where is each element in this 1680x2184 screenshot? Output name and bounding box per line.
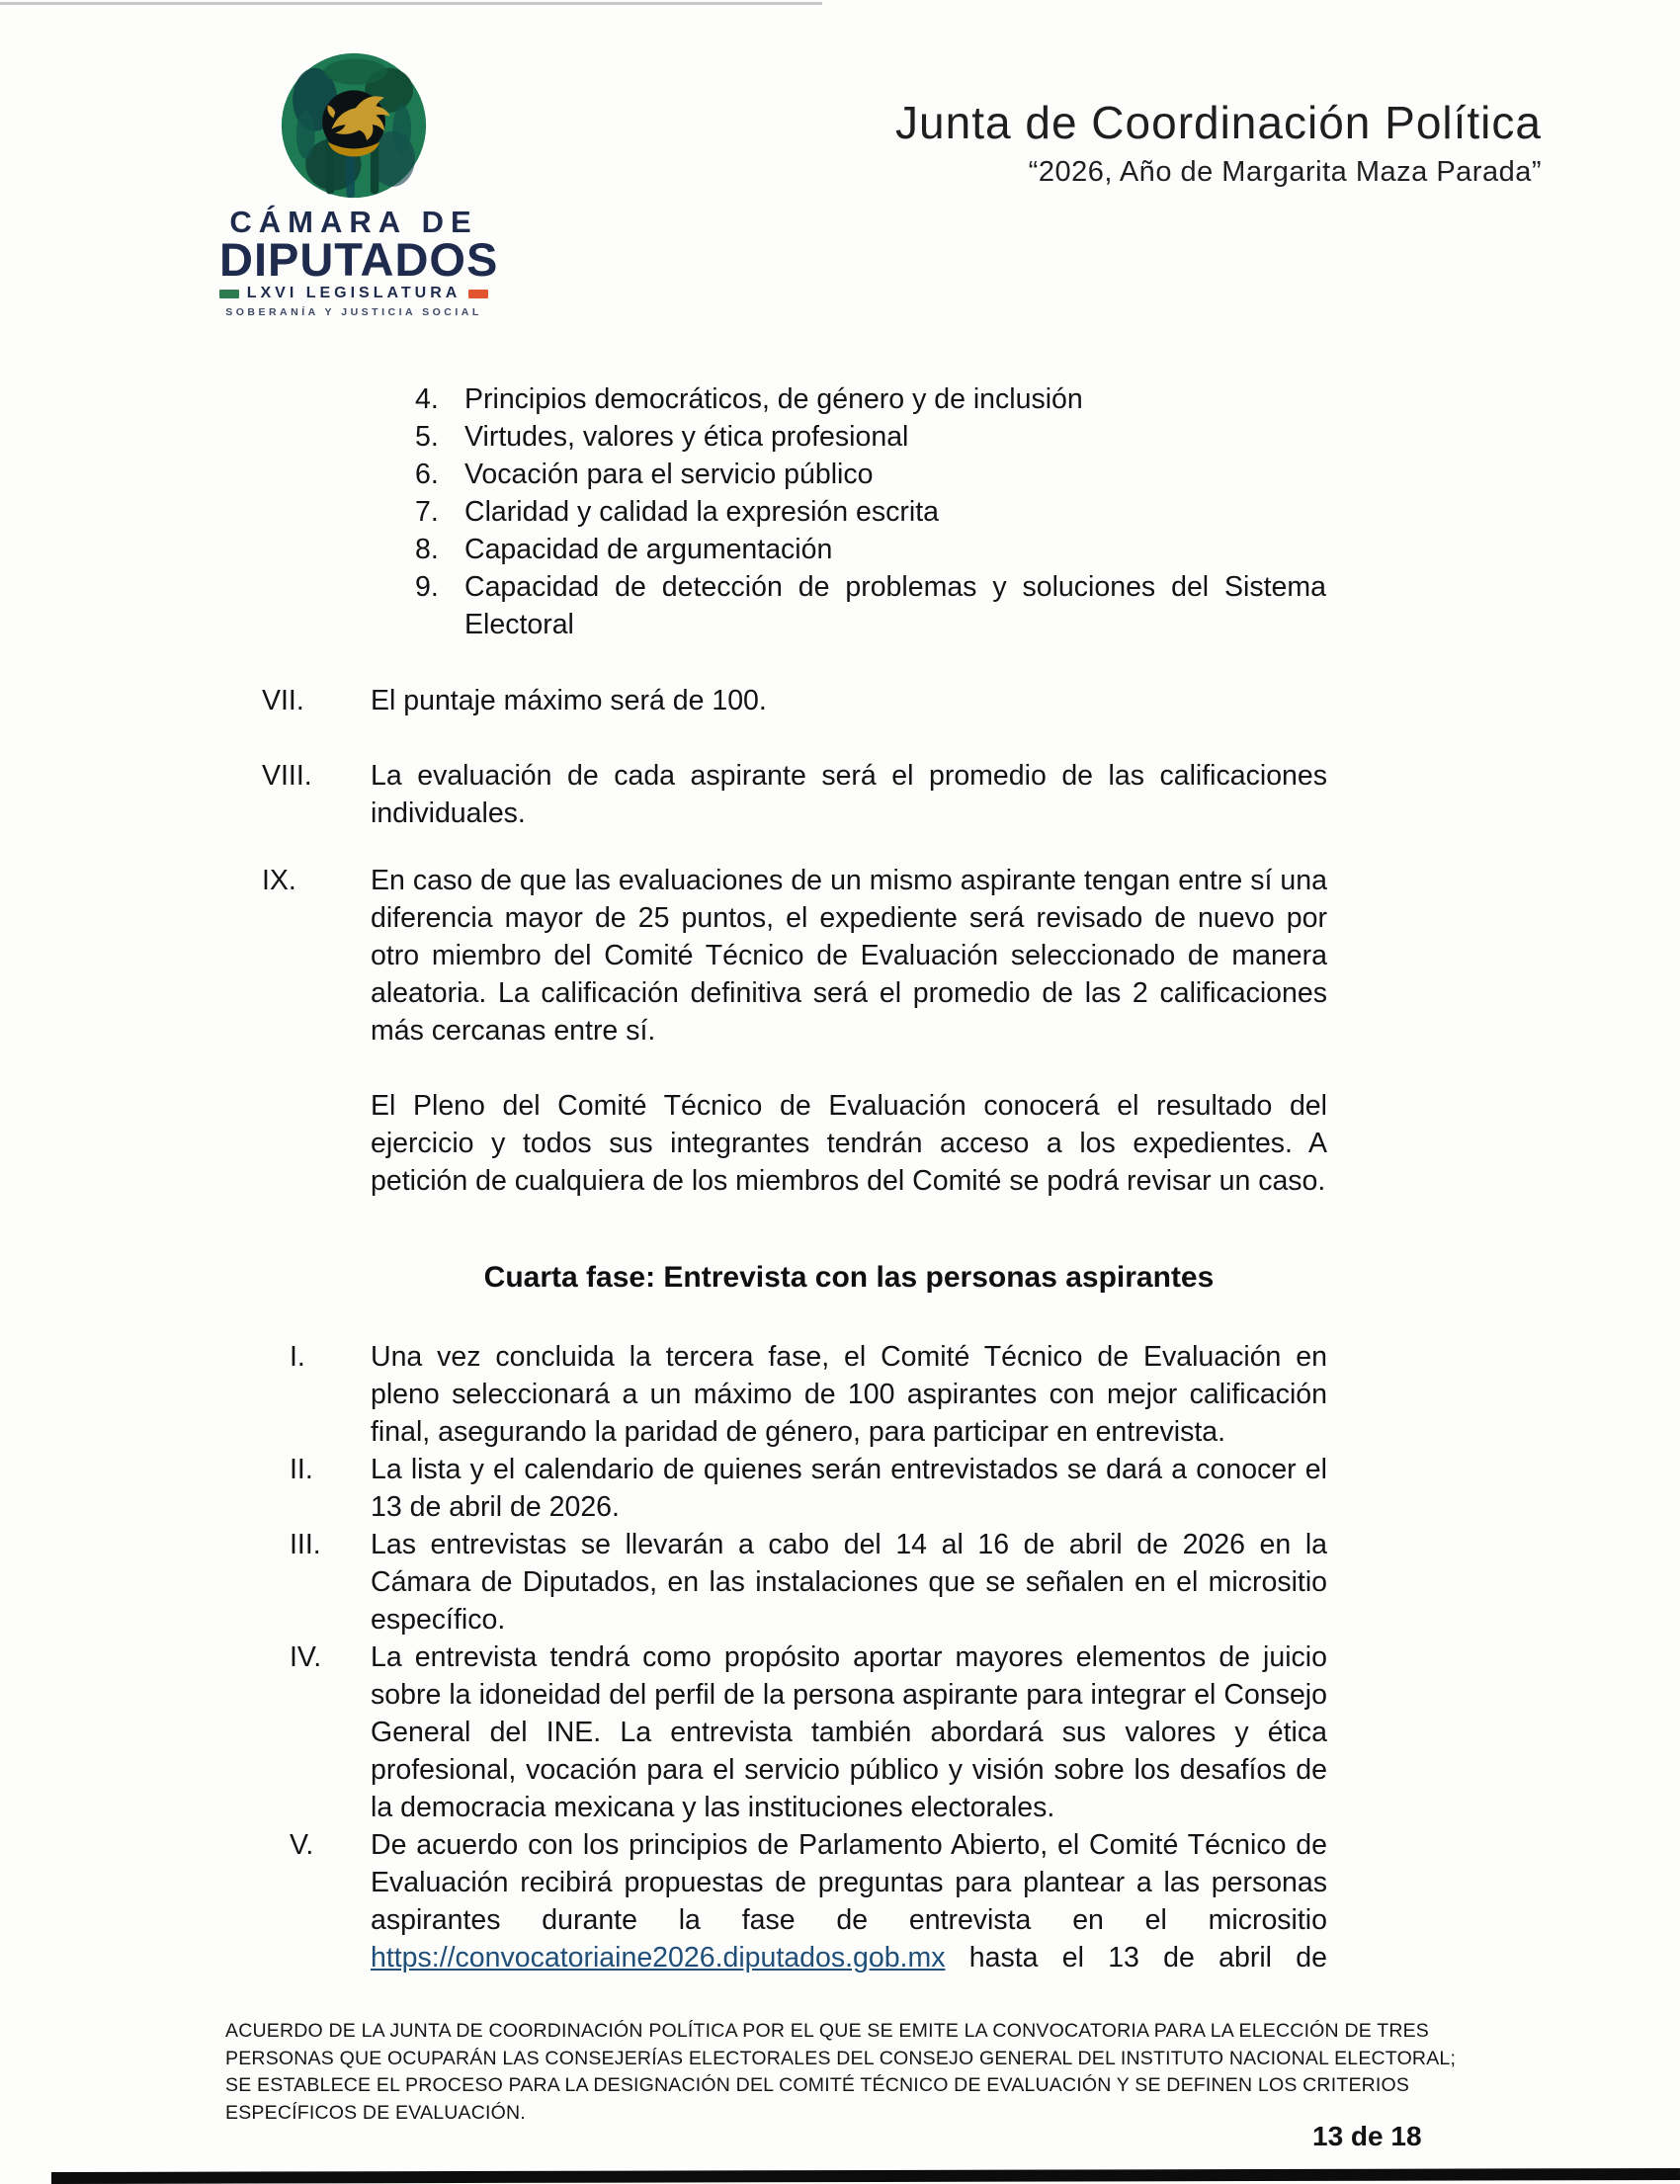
list-item: [415, 418, 1326, 456]
list-item: [415, 531, 1326, 568]
micrositio-link[interactable]: https://convocatoriaine2026.diputados.gob.mx: [371, 1942, 946, 1974]
list-item-text: Principios democráticos, de género y de inclusión: [464, 383, 1083, 415]
roman-item-iii: [262, 1526, 1327, 1638]
list-item-text: Virtudes, valores y ética profesional: [464, 421, 909, 453]
list-item-text: Vocación para el servicio público: [464, 459, 874, 490]
roman-item-text: La entrevista tendrá como propósito aportar mayores elementos de juicio sobre la idoneidad del perfil de la persona aspirante para integrar el Consejo General del INE. La entrevista también abordará sus valores y ética profesional, vocación para el servicio público y visión sobre los desafíos de la democracia mexicana y las instituciones electorales.: [371, 1641, 1327, 1823]
roman-item-vii: [262, 682, 1327, 719]
roman-item-text: Las entrevistas se llevarán a cabo del 14 al 16 de abril de 2026 en la Cámara de Diputados, en las instalaciones que se señalen en el micrositio específico.: [371, 1529, 1327, 1636]
roman-item-text: El puntaje máximo será de 100.: [371, 685, 767, 716]
logo-legislatura-row: [219, 285, 488, 302]
green-bar-icon: [219, 290, 239, 298]
header-year-legend: “2026, Año de Margarita Maza Parada”: [1028, 156, 1542, 188]
scan-artifact-bottom-bar: [51, 2168, 1680, 2184]
list-item: [415, 456, 1326, 493]
roman-numeral: I.: [290, 1341, 305, 1373]
logo-text-soberania: SOBERANÍA Y JUSTICIA SOCIAL: [225, 306, 482, 318]
list-item-text: Capacidad de argumentación: [464, 534, 833, 565]
phase4-list: [262, 1338, 1327, 1976]
roman-item-text: En caso de que las evaluaciones de un mismo aspirante tengan entre sí una diferencia mayor de 25 puntos, el expediente será revisado de nuevo por otro miembro del Comité Técnico de Evaluación seleccionado de manera aleatoria. La calificación definitiva será el promedio de las 2 calificaciones más cercanas entre sí.: [371, 865, 1327, 1047]
roman-item-text: La evaluación de cada aspirante será el promedio de las calificaciones individuales.: [371, 760, 1327, 829]
roman-item-iv: [262, 1638, 1327, 1826]
roman-numeral: II.: [290, 1454, 313, 1485]
roman-numeral: VIII.: [262, 760, 312, 792]
roman-numeral: V.: [290, 1829, 314, 1861]
roman-item-ii: [262, 1451, 1327, 1526]
document-header: [895, 97, 1542, 189]
roman-numeral: IV.: [290, 1641, 322, 1673]
list-item-number: 9.: [415, 571, 439, 603]
list-item-number: 8.: [415, 534, 439, 565]
roman-item-text: [371, 1826, 1327, 1976]
logo-text-camara-de: CÁMARA DE: [229, 205, 478, 239]
list-item: [415, 380, 1326, 418]
roman-item-ix: [262, 862, 1327, 1050]
camara-diputados-logo: [219, 51, 499, 318]
list-item-text: Claridad y calidad la expresión escrita: [464, 496, 939, 528]
list-item-number: 7.: [415, 496, 439, 528]
item-v-text-before-link: De acuerdo con los principios de Parlamento Abierto, el Comité Técnico de Evaluación recibirá propuestas de preguntas para plantear a las personas aspirantes durante la fase de entrevista en el micrositio: [371, 1829, 1327, 1936]
item-v-text-after-link: hasta el 13 de abril de: [945, 1942, 1327, 1974]
logo-text-diputados: DIPUTADOS: [219, 233, 499, 286]
roman-item-v: [262, 1826, 1327, 1976]
footer-legend: ACUERDO DE LA JUNTA DE COORDINACIÓN POLÍTICA POR EL QUE SE EMITE LA CONVOCATORIA PARA LA ELECCIÓN DE TRES PERSONAS QUE OCUPARÁN LAS CONSEJERÍAS ELECTORALES DEL CONSEJO GENERAL DEL INSTITUTO NACIONAL ELECTORAL; SE ESTABLECE EL PROCESO PARA LA DESIGNACIÓN DEL COMITÉ TÉCNICO DE EVALUACIÓN Y SE DEFINEN LOS CRITERIOS ESPECÍFICOS DE EVALUACIÓN.: [225, 2020, 1457, 2124]
red-bar-icon: [468, 290, 488, 298]
page-number: 13 de 18: [1312, 2121, 1422, 2151]
roman-item-text: Una vez concluida la tercera fase, el Comité Técnico de Evaluación en pleno seleccionará a un máximo de 100 aspirantes con mejor calificación final, asegurando la paridad de género, para participar en entrevista.: [371, 1341, 1327, 1448]
list-item-number: 4.: [415, 383, 439, 415]
roman-numeral: III.: [290, 1529, 321, 1560]
roman-item-i: [262, 1338, 1327, 1451]
criteria-list: [415, 380, 1326, 643]
roman-numeral: VII.: [262, 685, 304, 716]
list-item-text: Capacidad de detección de problemas y soluciones del Sistema Electoral: [464, 571, 1326, 640]
mexican-coat-of-arms-icon: [280, 51, 428, 200]
roman-item-text: La lista y el calendario de quienes serán entrevistados se dará a conocer el 13 de abril de 2026.: [371, 1454, 1327, 1523]
roman-item-viii: [262, 757, 1327, 832]
header-org-title: Junta de Coordinación Política: [895, 97, 1542, 148]
list-item-number: 5.: [415, 421, 439, 453]
list-item: [415, 493, 1326, 531]
section-heading-cuarta-fase: Cuarta fase: Entrevista con las personas aspirantes: [483, 1261, 1215, 1294]
list-item-number: 6.: [415, 459, 439, 490]
roman-numeral: IX.: [262, 865, 296, 896]
logo-text-legislatura: LXVI LEGISLATURA: [246, 285, 462, 301]
pleno-paragraph: El Pleno del Comité Técnico de Evaluación conocerá el resultado del ejercicio y todos sus integrantes tendrán acceso a los expedientes. A petición de cualquiera de los miembros del Comité se podrá revisar un caso.: [371, 1090, 1327, 1197]
scan-artifact-top-line: [0, 2, 822, 5]
list-item: [415, 568, 1326, 643]
